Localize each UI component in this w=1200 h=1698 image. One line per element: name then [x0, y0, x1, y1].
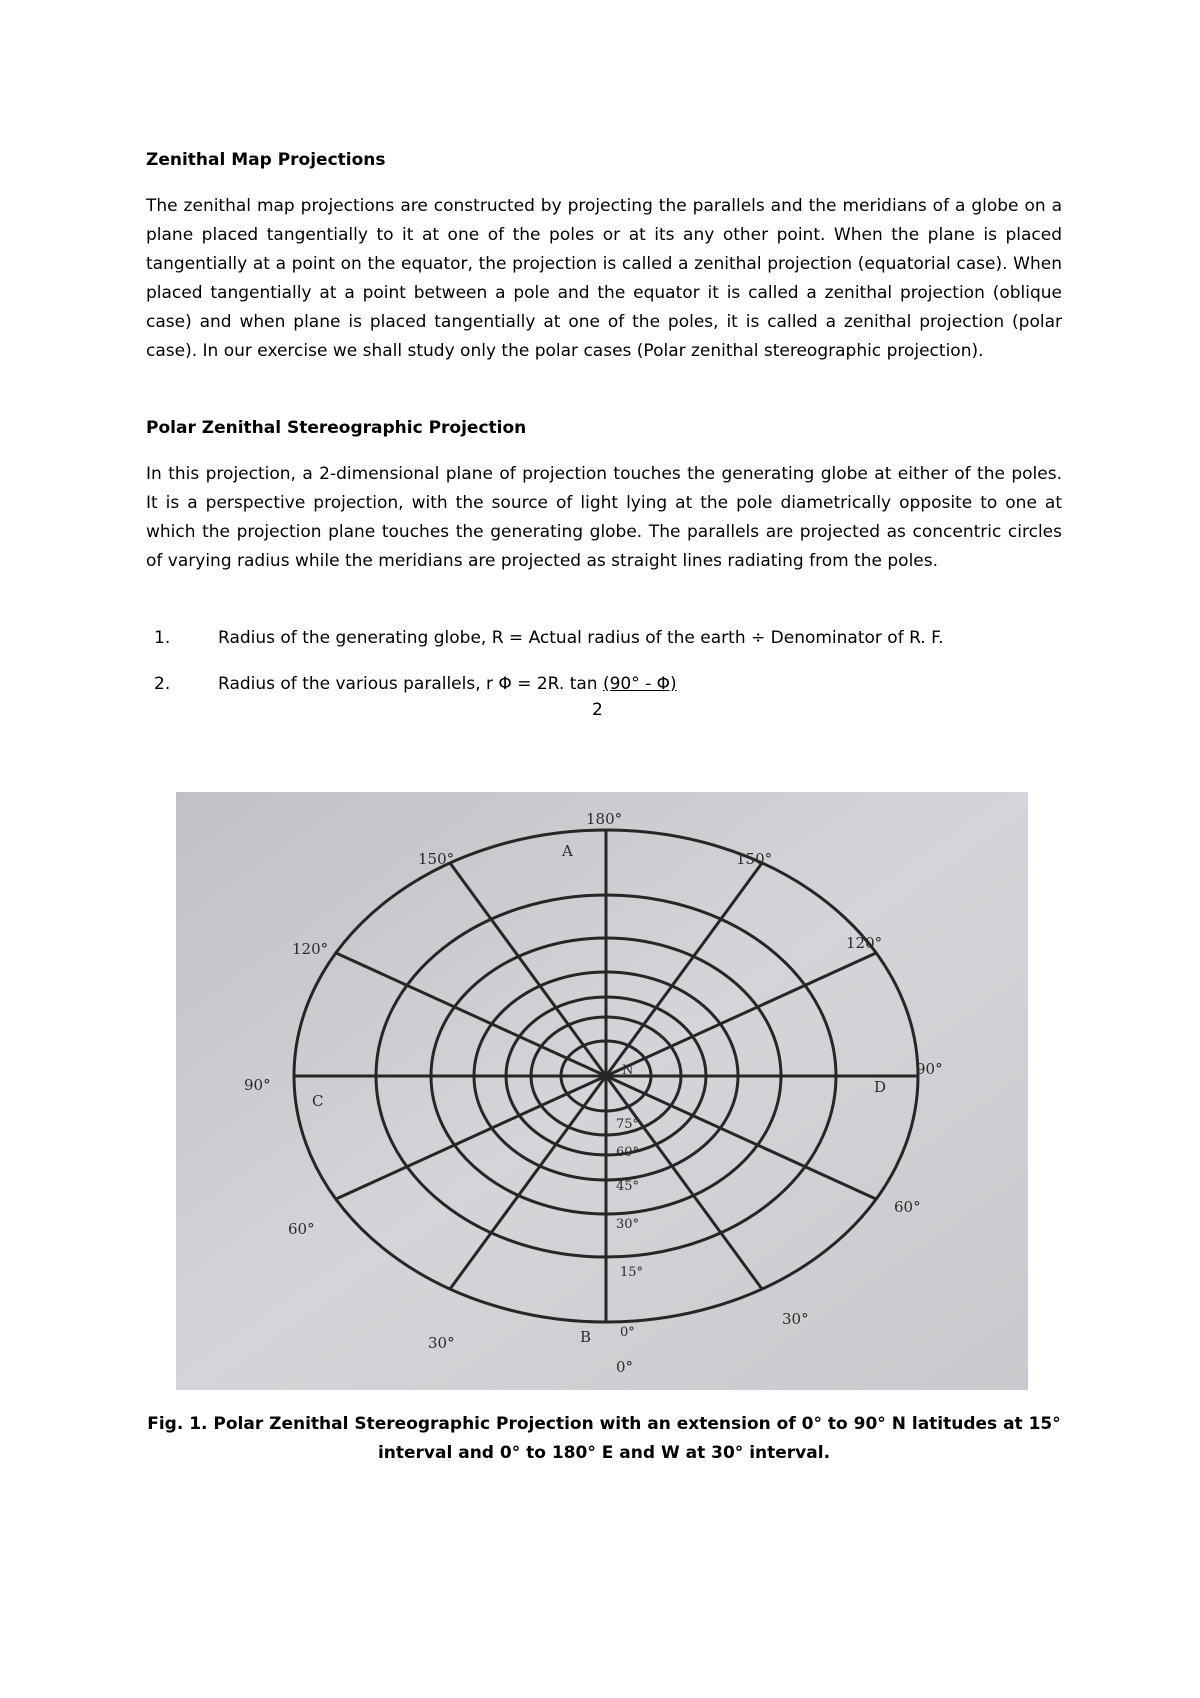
section-heading: Zenithal Map Projections: [146, 150, 386, 170]
description-paragraph: In this projection, a 2-dimensional plane of projection touches the generating globe at either of the poles. It is a perspective projection, with the source of light lying at the pole diametrically opposite to one at which the projection plane touches the generating globe. The parallels are projected as concentric circles of varying radius while the meridians are projected as straight lines radiating from the poles.: [146, 464, 1062, 571]
parallel-label: 75°: [616, 1117, 640, 1132]
meridian-label: 30°: [782, 1310, 809, 1328]
meridian-label: 30°: [428, 1334, 455, 1352]
list-text: Radius of the generating globe, R = Actual radius of the earth ÷ Denominator of R. F.: [218, 628, 944, 648]
meridian-label: 180°: [586, 810, 623, 828]
point-label: B: [580, 1328, 592, 1346]
parallel-label: 60°: [616, 1145, 640, 1160]
meridian-label: 60°: [894, 1198, 921, 1216]
meridian-label: 60°: [288, 1220, 315, 1238]
intro-paragraph: The zenithal map projections are constructed by projecting the parallels and the meridians of a globe on a plane placed tangentially to it at one of the poles or at its any other point. When the plane is placed tangentially at a point on the equator, the projection is called a zenithal projection (equatorial case). When placed tangentially at a point between a pole and the equator it is called a zenithal projection (oblique case) and when plane is placed tangentially at one of the poles, it is called a zenithal projection (polar case). In our exercise we shall study only the polar cases (Polar zenithal stereographic projection).: [146, 196, 1062, 361]
list-item: [154, 628, 944, 648]
paper-background: [176, 792, 1028, 1390]
meridian-label: 150°: [736, 850, 773, 868]
list-text: Radius of the various parallels, r Φ = 2R. tan: [218, 674, 603, 694]
parallel-label: 0°: [620, 1325, 635, 1340]
formula-numerator: (90° - Φ): [602, 674, 677, 694]
formula-denominator: 2: [592, 700, 603, 720]
meridian-label: 120°: [846, 934, 883, 952]
parallel-label: 30°: [616, 1217, 640, 1232]
point-label: D: [874, 1078, 887, 1096]
parallel-label: 15°: [620, 1265, 644, 1280]
caption-line: Fig. 1. Polar Zenithal Stereographic Projection with an extension of 0° to 90° N latitudes at 15°: [147, 1414, 1061, 1434]
parallel-label: 45°: [616, 1179, 640, 1194]
list-item: [154, 674, 677, 694]
meridian-label: 90°: [916, 1060, 943, 1078]
list-number: 1.: [154, 628, 171, 648]
polar-projection-diagram: [176, 792, 1028, 1390]
pole-label: N: [622, 1063, 634, 1078]
meridian-label: 0°: [616, 1358, 634, 1376]
meridian-label: 120°: [292, 940, 329, 958]
meridian-label: 150°: [418, 850, 455, 868]
meridian-label: 90°: [244, 1076, 271, 1094]
point-label: C: [312, 1092, 324, 1110]
list-number: 2.: [154, 674, 171, 694]
subsection-heading: Polar Zenithal Stereographic Projection: [146, 418, 527, 438]
figure-photo: [176, 792, 1028, 1390]
caption-line: interval and 0° to 180° E and W at 30° interval.: [377, 1443, 831, 1463]
figure-caption: [146, 1410, 1062, 1468]
point-label: A: [562, 842, 573, 860]
